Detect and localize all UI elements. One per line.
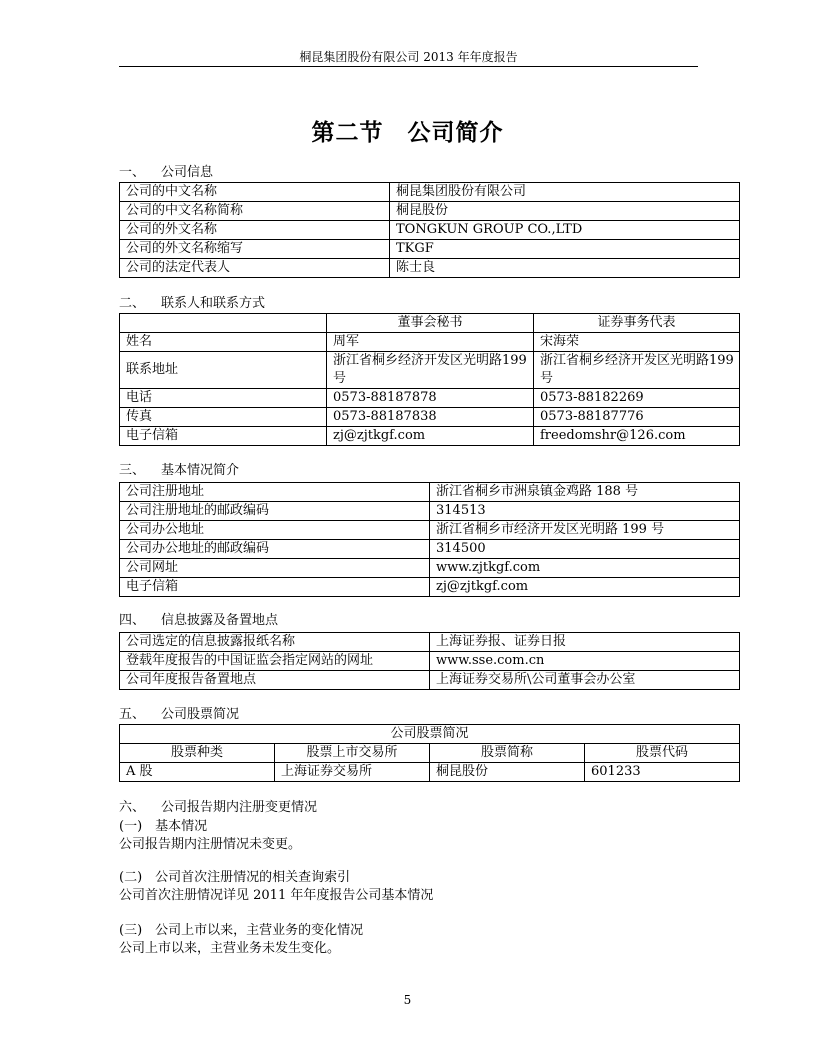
page-title: 第二节 公司简介 <box>311 120 504 146</box>
basic-info-table <box>119 482 740 597</box>
value-cell: www.sse.com.cn <box>430 652 740 671</box>
table-row <box>120 633 740 652</box>
disclosure-table <box>119 632 740 690</box>
value-cell: 0573-88182269 <box>534 389 740 408</box>
label-cell: 公司的外文名称 <box>120 221 390 240</box>
value-cell: 上海证券交易所\公司董事会办公室 <box>430 671 740 690</box>
table-caption-row <box>120 725 740 744</box>
value-cell: 浙江省桐乡市经济开发区光明路 199 号 <box>430 521 740 540</box>
section-number: 三、 <box>119 463 146 478</box>
value-cell: zj@zjtkgf.com <box>327 427 534 446</box>
section-6-heading <box>119 800 317 816</box>
stock-table <box>119 724 740 782</box>
label-cell: 电话 <box>120 389 327 408</box>
label-cell: 公司的外文名称缩写 <box>120 240 390 259</box>
table-row <box>120 333 740 352</box>
table-row <box>120 521 740 540</box>
table-row <box>120 427 740 446</box>
table-row <box>120 540 740 559</box>
table-header-row <box>120 744 740 763</box>
column-header: 股票种类 <box>120 744 275 763</box>
label-cell: 公司注册地址 <box>120 483 430 502</box>
column-header: 股票上市交易所 <box>275 744 430 763</box>
value-cell: 宋海荣 <box>534 333 740 352</box>
value-cell: 314500 <box>430 540 740 559</box>
contact-table <box>119 313 740 446</box>
page-number: 5 <box>403 993 412 1007</box>
label-cell: 电子信箱 <box>120 427 327 446</box>
table-caption: 公司股票简况 <box>120 725 740 744</box>
section-number: 二、 <box>119 296 146 311</box>
value-cell: 314513 <box>430 502 740 521</box>
value-cell: 浙江省桐乡经济开发区光明路199号 <box>534 352 740 389</box>
label-cell: 公司的中文名称 <box>120 183 390 202</box>
label-cell: 公司的法定代表人 <box>120 259 390 278</box>
label-cell: 姓名 <box>120 333 327 352</box>
value-cell: 周军 <box>327 333 534 352</box>
value-cell: 0573-88187838 <box>327 408 534 427</box>
section-number: 一、 <box>119 165 146 180</box>
subsection-3-text: 公司上市以来，主营业务未发生变化。 <box>119 941 341 956</box>
table-row <box>120 221 740 240</box>
value-cell: 浙江省桐乡市洲泉镇金鸡路 188 号 <box>430 483 740 502</box>
label-cell: 公司年度报告备置地点 <box>120 671 430 690</box>
label-cell: 公司办公地址的邮政编码 <box>120 540 430 559</box>
section-4-heading <box>119 613 278 629</box>
label-cell: 公司选定的信息披露报纸名称 <box>120 633 430 652</box>
label-cell: 公司注册地址的邮政编码 <box>120 502 430 521</box>
table-row <box>120 652 740 671</box>
header-rule <box>119 66 698 67</box>
label-cell: 联系地址 <box>120 352 327 389</box>
company-info-table <box>119 182 740 278</box>
value-cell: 0573-88187776 <box>534 408 740 427</box>
subsection-1-heading: (一) 基本情况 <box>119 819 208 834</box>
table-row <box>120 578 740 597</box>
table-row <box>120 502 740 521</box>
table-row <box>120 240 740 259</box>
label-cell: 公司网址 <box>120 559 430 578</box>
column-header: 董事会秘书 <box>327 314 534 333</box>
section-title: 公司股票简况 <box>161 707 240 722</box>
section-number: 六、 <box>119 800 146 815</box>
table-row <box>120 483 740 502</box>
subsection-3-heading: (三) 公司上市以来，主营业务的变化情况 <box>119 923 364 938</box>
table-row <box>120 763 740 782</box>
subsection-1-text: 公司报告期内注册情况未变更。 <box>119 837 302 852</box>
empty-cell <box>120 314 327 333</box>
table-row <box>120 183 740 202</box>
table-row <box>120 559 740 578</box>
label-cell: 传真 <box>120 408 327 427</box>
section-title: 基本情况简介 <box>161 463 240 478</box>
table-row <box>120 671 740 690</box>
value-cell: A 股 <box>120 763 275 782</box>
value-cell: 桐昆股份 <box>390 202 740 221</box>
section-title: 公司信息 <box>161 165 214 180</box>
value-cell: 陈士良 <box>390 259 740 278</box>
value-cell: 浙江省桐乡经济开发区光明路199号 <box>327 352 534 389</box>
value-cell: 桐昆集团股份有限公司 <box>390 183 740 202</box>
column-header: 股票代码 <box>585 744 740 763</box>
value-cell: 桐昆股份 <box>430 763 585 782</box>
table-row <box>120 389 740 408</box>
value-cell: freedomshr@126.com <box>534 427 740 446</box>
section-title: 公司报告期内注册变更情况 <box>161 800 318 815</box>
value-cell: 0573-88187878 <box>327 389 534 408</box>
subsection-2-heading: (二) 公司首次注册情况的相关查询索引 <box>119 870 351 885</box>
table-row <box>120 352 740 389</box>
column-header: 证券事务代表 <box>534 314 740 333</box>
label-cell: 登载年度报告的中国证监会指定网站的网址 <box>120 652 430 671</box>
label-cell: 电子信箱 <box>120 578 430 597</box>
value-cell: www.zjtkgf.com <box>430 559 740 578</box>
section-1-heading <box>119 165 213 181</box>
section-3-heading <box>119 463 239 479</box>
section-title: 信息披露及备置地点 <box>161 613 279 628</box>
section-5-heading <box>119 707 239 723</box>
value-cell: 上海证券报、证券日报 <box>430 633 740 652</box>
running-header: 桐昆集团股份有限公司 2013 年年度报告 <box>299 50 518 64</box>
section-number: 五、 <box>119 707 146 722</box>
section-2-heading <box>119 296 265 312</box>
value-cell: TKGF <box>390 240 740 259</box>
section-number: 四、 <box>119 613 146 628</box>
label-cell: 公司的中文名称简称 <box>120 202 390 221</box>
table-row <box>120 259 740 278</box>
table-row <box>120 408 740 427</box>
label-cell: 公司办公地址 <box>120 521 430 540</box>
value-cell: 上海证券交易所 <box>275 763 430 782</box>
column-header: 股票简称 <box>430 744 585 763</box>
value-cell: 601233 <box>585 763 740 782</box>
section-title: 联系人和联系方式 <box>161 296 266 311</box>
value-cell: TONGKUN GROUP CO.,LTD <box>390 221 740 240</box>
table-row <box>120 202 740 221</box>
value-cell: zj@zjtkgf.com <box>430 578 740 597</box>
subsection-2-text: 公司首次注册情况详见 2011 年年度报告公司基本情况 <box>119 888 434 903</box>
table-header-row <box>120 314 740 333</box>
